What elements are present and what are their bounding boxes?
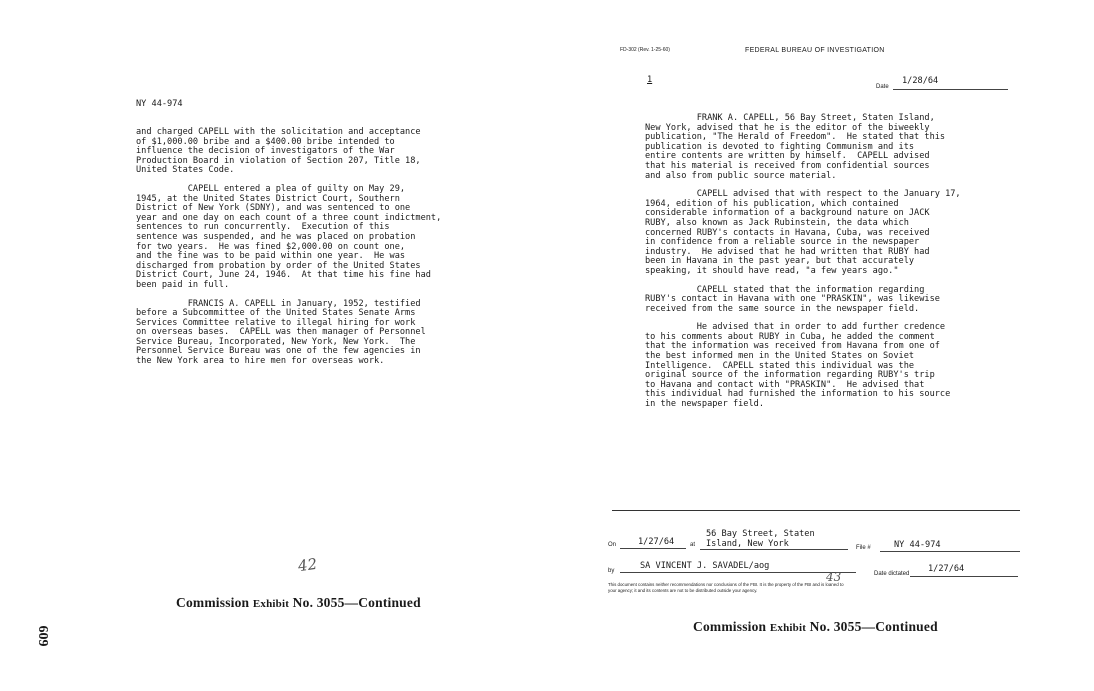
footer-disclaimer — [608, 582, 1018, 593]
right-caption-prefix: Commission — [693, 619, 767, 634]
file-label: File # — [856, 545, 871, 551]
disclaimer-line-2: your agency; it and its contents are not to be distributed outside your agency. — [608, 587, 758, 593]
file-underline — [880, 551, 1020, 552]
at-label: at — [690, 542, 696, 548]
dictated-underline — [910, 576, 1018, 577]
date-underline — [893, 89, 1008, 90]
left-caption-prefix: Commission — [176, 595, 250, 610]
by-value: SA VINCENT J. SAVADEL/aog — [640, 561, 770, 571]
file-value: NY 44-974 — [894, 540, 941, 550]
form-number: FD-302 (Rev. 1-25-60) — [620, 47, 670, 53]
right-document-body — [645, 114, 961, 410]
by-label: by — [608, 568, 615, 574]
right-exhibit-caption — [693, 619, 938, 635]
agency-header: FEDERAL BUREAU OF INVESTIGATION — [745, 47, 885, 54]
right-paragraph-2: CAPELL advised that with respect to the January 17, 1964, edition of his publication, which contained considerable information of a background nature on JACK RUBY, also known as Jack Rubinstein, the data which concerned RUBY's contacts in Havana, Cuba, was received in confidence from a reliable source in the newspaper industry. He advised that he had written that RUBY had been in Havana in the past year, but that accurately speaking, it should have read, "a few years ago." — [645, 189, 961, 276]
location-line-1: 56 Bay Street, Staten — [706, 529, 815, 539]
dictated-value: 1/27/64 — [928, 564, 965, 574]
left-caption-exhibit: Exhibit — [252, 598, 290, 610]
page-mark: 1 — [647, 75, 653, 85]
left-exhibit-caption — [176, 595, 421, 611]
date-label: Date — [876, 84, 889, 90]
right-paragraph-4: He advised that in order to add further credence to his comments about RUBY in Cuba, he added the comment that the information was received from Havana from one of the best informed men in the United States on Soviet Intelligence. CAPELL stated this individual was the original source of the information regarding RUBY's trip to Havana and contact with "PRASKIN". He advised that this individual had furnished the information to his source in the newspaper field. — [645, 322, 951, 410]
footer-separator — [612, 510, 1020, 511]
disclaimer-line-1: This document contains neither recommendations nor conclusions of the FBI. It is the property of the FBI and is loaned to — [608, 582, 844, 587]
on-value: 1/27/64 — [638, 537, 675, 547]
left-paragraph-3: FRANCIS A. CAPELL in January, 1952, testified before a Subcommittee of the United States Senate Arms Services Committee relative to illegal hiring for work on overseas bases. CAPELL was then manager of Personnel Service Bureau, Incorporated, New York, New York. The Personnel Service Bureau was one of the few agencies in the New York area to hire men for overseas work. — [136, 298, 426, 367]
date-value: 1/28/64 — [902, 76, 939, 86]
left-document-body — [136, 128, 441, 367]
left-file-reference: NY 44-974 — [136, 99, 183, 109]
dictated-label: Date dictated — [874, 571, 910, 577]
right-paragraph-1: FRANK A. CAPELL, 56 Bay Street, Staten Island, New York, advised that he is the editor of the biweekly publication, "The Herald of Freedom". He stated that this publication is devoted to fighting Communism and its entire contents are written by himself. CAPELL advised that his material is received from confidential sources and also from public source material. — [645, 113, 946, 181]
right-handwritten-mark: 43 — [826, 570, 842, 584]
left-handwritten-mark: 42 — [296, 554, 319, 576]
right-caption-rest: No. 3055—Continued — [809, 619, 938, 634]
on-label: On — [608, 542, 617, 548]
right-paragraph-3: CAPELL stated that the information regarding RUBY's contact in Havana with one "PRASKIN", was likewise received from the same source in the newspaper field. — [645, 284, 940, 314]
on-underline — [620, 548, 686, 549]
left-caption-rest: No. 3055—Continued — [292, 595, 421, 610]
location-line-2: Island, New York — [706, 539, 789, 549]
left-paragraph-2: CAPELL entered a plea of guilty on May 29, 1945, at the United States District Court, Southern District of New York (SDNY), and was sentenced to one year and one day on each count of a three count indictment, sentences to run concurrently. Execution of this sentence was suspended, and he was placed on probation for two years. He was fined $2,000.00 on count one, and the fine was to be paid within one year. He was discharged from probation by order of the United States District Court, June 24, 1946. At that time his fine had been paid in full. — [136, 183, 442, 290]
page-number: 609 — [35, 625, 50, 647]
location-underline — [700, 549, 848, 550]
right-caption-exhibit: Exhibit — [769, 622, 807, 634]
by-underline — [620, 572, 856, 573]
left-paragraph-1: and charged CAPELL with the solicitation and acceptance of $1,000.00 bribe and a $400.00 bribe intended to influence the decision of investigators of the War Production Board in violation of Section 207, Title 18, United States Code. — [136, 127, 421, 176]
